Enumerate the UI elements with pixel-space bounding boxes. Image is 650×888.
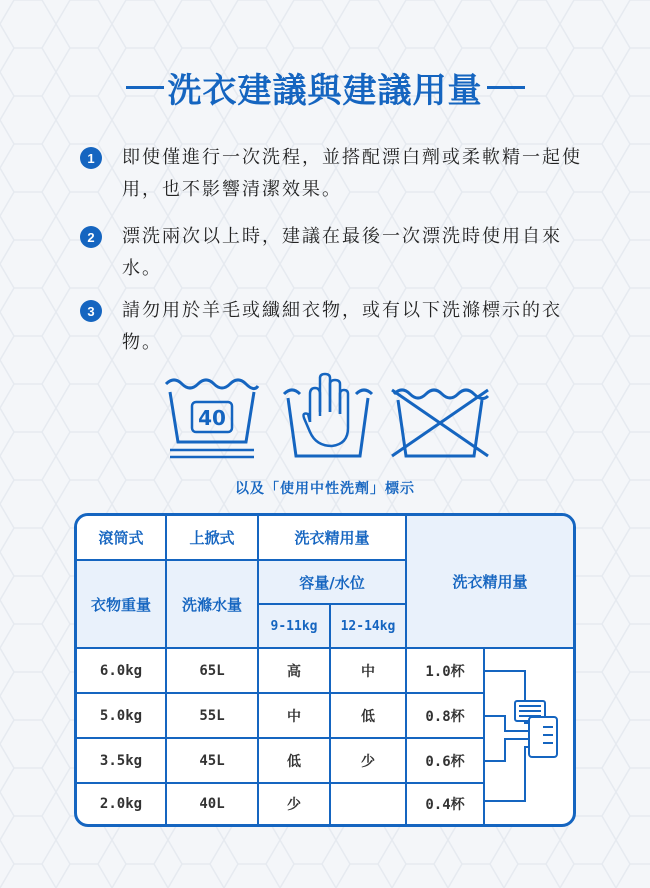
row2-water: 55L (167, 694, 259, 739)
header-clothes-weight: 衣物重量 (77, 561, 167, 649)
tip-2 (80, 221, 600, 285)
tip-text-2: 漂洗兩次以上時，建議在最後一次漂洗時使用自來水。 (122, 226, 562, 279)
header-cap-large: 12-14kg (331, 605, 407, 649)
amount-connector-lines (485, 649, 575, 824)
header-water-volume: 洗滌水量 (167, 561, 259, 649)
header-drum: 滾筒式 (77, 516, 167, 561)
hand-wash-icon (284, 374, 372, 456)
row2-weight: 5.0kg (77, 694, 167, 739)
row3-weight: 3.5kg (77, 739, 167, 784)
row2-small: 中 (259, 694, 331, 739)
row4-small: 少 (259, 784, 331, 824)
title-right-line (487, 86, 525, 89)
wash-40-icon (166, 380, 258, 457)
row4-water: 40L (167, 784, 259, 824)
header-cap-small: 9-11kg (259, 605, 331, 649)
row3-water: 45L (167, 739, 259, 784)
measuring-cup-icon (515, 701, 557, 757)
row3-small: 低 (259, 739, 331, 784)
row4-weight: 2.0kg (77, 784, 167, 824)
row2-large: 低 (331, 694, 407, 739)
tip-number-1: 1 (80, 147, 102, 169)
row4-amount: 0.4杯 (407, 784, 485, 824)
row1-small: 高 (259, 649, 331, 694)
header-top-load: 上掀式 (167, 516, 259, 561)
row1-large: 中 (331, 649, 407, 694)
row1-weight: 6.0kg (77, 649, 167, 694)
row4-large (331, 784, 407, 824)
row3-amount: 0.6杯 (407, 739, 485, 784)
title-row (0, 62, 650, 112)
tip-text-1: 即使僅進行一次洗程，並搭配漂白劑或柔軟精一起使用，也不影響清潔效果。 (122, 147, 582, 200)
page-title: 洗衣建議與建議用量 (167, 70, 483, 111)
svg-text:40: 40 (198, 406, 226, 430)
header-detergent-amount: 洗衣精用量 (259, 516, 407, 561)
tip-text-3: 請勿用於羊毛或纖細衣物，或有以下洗滌標示的衣物。 (122, 300, 562, 353)
care-symbols (160, 372, 500, 467)
tip-number-3: 3 (80, 300, 102, 322)
row2-amount: 0.8杯 (407, 694, 485, 739)
care-caption: 以及「使用中性洗劑」標示 (235, 481, 415, 497)
row1-amount: 1.0杯 (407, 649, 485, 694)
do-not-wash-icon (392, 390, 488, 456)
header-capacity-level: 容量/水位 (259, 561, 407, 605)
tip-3 (80, 295, 600, 359)
row1-water: 65L (167, 649, 259, 694)
tip-number-2: 2 (80, 226, 102, 248)
header-detergent-amount-col: 洗衣精用量 (407, 516, 573, 649)
title-left-line (126, 86, 164, 89)
detergent-table (74, 513, 576, 827)
tip-1 (80, 142, 600, 206)
row3-large: 少 (331, 739, 407, 784)
